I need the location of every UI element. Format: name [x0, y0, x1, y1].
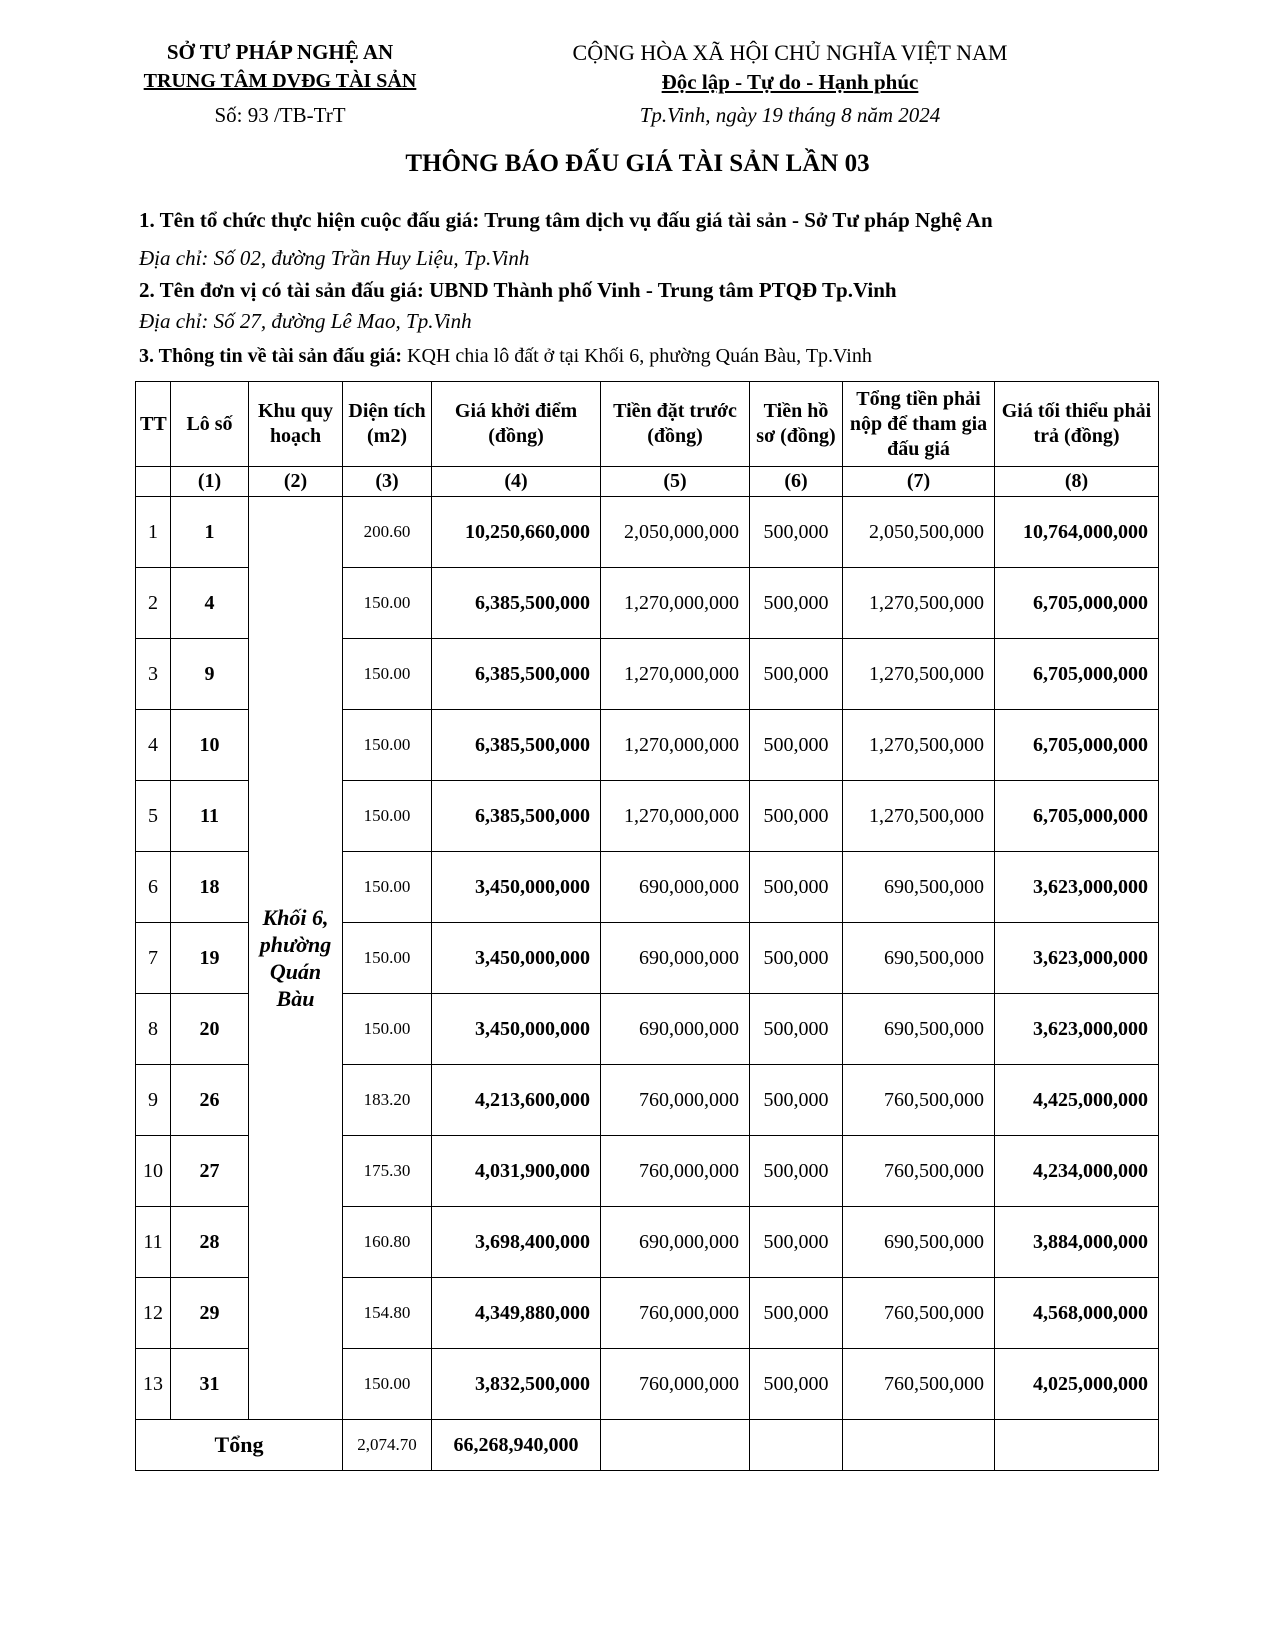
- cell-area: 160.80: [343, 1207, 432, 1278]
- cell-area: 150.00: [343, 994, 432, 1065]
- cell-tt: 2: [136, 568, 171, 639]
- cell-total-payment: 690,500,000: [843, 852, 995, 923]
- cell-lot: 31: [171, 1349, 249, 1420]
- cell-area: 150.00: [343, 710, 432, 781]
- header-min-price: Giá tối thiểu phải trả (đồng): [995, 382, 1159, 467]
- cell-deposit: 1,270,000,000: [601, 710, 750, 781]
- cell-total-payment: 690,500,000: [843, 994, 995, 1065]
- cell-deposit: 760,000,000: [601, 1349, 750, 1420]
- cell-total-payment: 1,270,500,000: [843, 781, 995, 852]
- cell-tt: 9: [136, 1065, 171, 1136]
- cell-tt: 12: [136, 1278, 171, 1349]
- cell-deposit: 1,270,000,000: [601, 568, 750, 639]
- section-2-owner: 2. Tên đơn vị có tài sản đấu giá: UBND Thành phố Vinh - Trung tâm PTQĐ Tp.Vinh: [139, 278, 897, 302]
- cell-min-price: 4,234,000,000: [995, 1136, 1159, 1207]
- header-total-payment: Tổng tiền phải nộp để tham gia đấu giá: [843, 382, 995, 467]
- cell-total-payment: 760,500,000: [843, 1349, 995, 1420]
- cell-area: 150.00: [343, 852, 432, 923]
- cell-fee: 500,000: [750, 1278, 843, 1349]
- cell-area: 150.00: [343, 568, 432, 639]
- cell-min-price: 6,705,000,000: [995, 710, 1159, 781]
- cell-lot: 28: [171, 1207, 249, 1278]
- cell-total-payment: 760,500,000: [843, 1065, 995, 1136]
- cell-lot: 19: [171, 923, 249, 994]
- cell-lot: 1: [171, 497, 249, 568]
- cell-fee: 500,000: [750, 852, 843, 923]
- cell-min-price: 6,705,000,000: [995, 639, 1159, 710]
- cell-tt: 1: [136, 497, 171, 568]
- empty-cell: [843, 1420, 995, 1471]
- cell-min-price: 6,705,000,000: [995, 781, 1159, 852]
- col-number: (7): [843, 467, 995, 497]
- cell-min-price: 3,623,000,000: [995, 994, 1159, 1065]
- cell-lot: 20: [171, 994, 249, 1065]
- cell-area: 150.00: [343, 639, 432, 710]
- cell-deposit: 1,270,000,000: [601, 781, 750, 852]
- cell-deposit: 760,000,000: [601, 1136, 750, 1207]
- cell-tt: 13: [136, 1349, 171, 1420]
- cell-tt: 7: [136, 923, 171, 994]
- cell-lot: 9: [171, 639, 249, 710]
- cell-fee: 500,000: [750, 1207, 843, 1278]
- cell-tt: 5: [136, 781, 171, 852]
- cell-min-price: 4,568,000,000: [995, 1278, 1159, 1349]
- cell-total-payment: 690,500,000: [843, 923, 995, 994]
- col-number: (8): [995, 467, 1159, 497]
- empty-cell: [750, 1420, 843, 1471]
- header-start-price: Giá khởi điểm (đồng): [432, 382, 601, 467]
- cell-deposit: 1,270,000,000: [601, 639, 750, 710]
- col-number: [136, 467, 171, 497]
- cell-start-price: 6,385,500,000: [432, 710, 601, 781]
- cell-deposit: 760,000,000: [601, 1278, 750, 1349]
- cell-lot: 26: [171, 1065, 249, 1136]
- org-unit: TRUNG TÂM DVĐG TÀI SẢN: [143, 70, 417, 92]
- cell-area: 183.20: [343, 1065, 432, 1136]
- cell-lot: 18: [171, 852, 249, 923]
- cell-min-price: 6,705,000,000: [995, 568, 1159, 639]
- total-row: [136, 1420, 1159, 1471]
- cell-min-price: 4,025,000,000: [995, 1349, 1159, 1420]
- cell-area: 150.00: [343, 923, 432, 994]
- cell-lot: 10: [171, 710, 249, 781]
- col-number: (2): [249, 467, 343, 497]
- cell-fee: 500,000: [750, 994, 843, 1065]
- header-area: Diện tích (m2): [343, 382, 432, 467]
- cell-start-price: 6,385,500,000: [432, 639, 601, 710]
- cell-lot: 4: [171, 568, 249, 639]
- national-motto: Độc lập - Tự do - Hạnh phúc: [661, 70, 919, 94]
- cell-total-payment: 760,500,000: [843, 1136, 995, 1207]
- cell-fee: 500,000: [750, 1349, 843, 1420]
- cell-deposit: 690,000,000: [601, 994, 750, 1065]
- page-title: THÔNG BÁO ĐẤU GIÁ TÀI SẢN LẦN 03: [405, 150, 870, 177]
- section-3-text: KQH chia lô đất ở tại Khối 6, phường Quán Bàu, Tp.Vinh: [402, 345, 872, 367]
- cell-start-price: 3,698,400,000: [432, 1207, 601, 1278]
- cell-min-price: 4,425,000,000: [995, 1065, 1159, 1136]
- table-row: [136, 497, 1159, 568]
- cell-area: 175.30: [343, 1136, 432, 1207]
- section-3-label: 3. Thông tin về tài sản đấu giá:: [139, 345, 403, 367]
- cell-total-payment: 1,270,500,000: [843, 710, 995, 781]
- cell-deposit: 690,000,000: [601, 1207, 750, 1278]
- cell-tt: 3: [136, 639, 171, 710]
- total-start-price: 66,268,940,000: [432, 1420, 601, 1471]
- empty-cell: [995, 1420, 1159, 1471]
- cell-fee: 500,000: [750, 781, 843, 852]
- cell-total-payment: 760,500,000: [843, 1278, 995, 1349]
- cell-start-price: 3,450,000,000: [432, 923, 601, 994]
- cell-area: 154.80: [343, 1278, 432, 1349]
- cell-total-payment: 1,270,500,000: [843, 639, 995, 710]
- cell-fee: 500,000: [750, 639, 843, 710]
- cell-deposit: 690,000,000: [601, 923, 750, 994]
- section-1-address: Địa chỉ: Số 02, đường Trần Huy Liệu, Tp.Vinh: [139, 246, 530, 270]
- cell-area: 200.60: [343, 497, 432, 568]
- header-lot: Lô số: [171, 382, 249, 467]
- cell-start-price: 4,031,900,000: [432, 1136, 601, 1207]
- cell-min-price: 3,623,000,000: [995, 852, 1159, 923]
- cell-lot: 27: [171, 1136, 249, 1207]
- header-zone: Khu quy hoạch: [249, 382, 343, 467]
- cell-fee: 500,000: [750, 1136, 843, 1207]
- org-name: SỞ TƯ PHÁP NGHỆ AN: [166, 40, 394, 64]
- cell-start-price: 6,385,500,000: [432, 568, 601, 639]
- cell-min-price: 10,764,000,000: [995, 497, 1159, 568]
- cell-lot: 11: [171, 781, 249, 852]
- cell-start-price: 3,450,000,000: [432, 852, 601, 923]
- auction-lot-table: [135, 381, 1159, 1471]
- cell-total-payment: 1,270,500,000: [843, 568, 995, 639]
- cell-fee: 500,000: [750, 1065, 843, 1136]
- section-1-organizer: 1. Tên tổ chức thực hiện cuộc đấu giá: Trung tâm dịch vụ đấu giá tài sản - Sở Tư pháp Nghệ An: [139, 208, 993, 232]
- cell-zone: Khối 6, phường Quán Bàu: [249, 497, 343, 1420]
- document-number: Số: 93 /TB-TrT: [214, 103, 346, 127]
- section-2-address: Địa chỉ: Số 27, đường Lê Mao, Tp.Vinh: [139, 309, 472, 333]
- header-tt: TT: [136, 382, 171, 467]
- cell-start-price: 6,385,500,000: [432, 781, 601, 852]
- cell-deposit: 2,050,000,000: [601, 497, 750, 568]
- section-3-asset-info: [139, 345, 872, 368]
- col-number: (4): [432, 467, 601, 497]
- cell-tt: 6: [136, 852, 171, 923]
- cell-start-price: 4,213,600,000: [432, 1065, 601, 1136]
- cell-min-price: 3,884,000,000: [995, 1207, 1159, 1278]
- cell-deposit: 760,000,000: [601, 1065, 750, 1136]
- cell-area: 150.00: [343, 781, 432, 852]
- header-deposit: Tiền đặt trước (đồng): [601, 382, 750, 467]
- header-fee: Tiền hồ sơ (đồng): [750, 382, 843, 467]
- cell-start-price: 3,450,000,000: [432, 994, 601, 1065]
- cell-total-payment: 2,050,500,000: [843, 497, 995, 568]
- cell-fee: 500,000: [750, 568, 843, 639]
- cell-tt: 10: [136, 1136, 171, 1207]
- col-number: (6): [750, 467, 843, 497]
- cell-start-price: 3,832,500,000: [432, 1349, 601, 1420]
- col-number: (5): [601, 467, 750, 497]
- cell-fee: 500,000: [750, 710, 843, 781]
- cell-start-price: 10,250,660,000: [432, 497, 601, 568]
- total-area: 2,074.70: [343, 1420, 432, 1471]
- total-label: Tổng: [136, 1420, 343, 1471]
- cell-fee: 500,000: [750, 497, 843, 568]
- cell-total-payment: 690,500,000: [843, 1207, 995, 1278]
- empty-cell: [601, 1420, 750, 1471]
- col-number: (1): [171, 467, 249, 497]
- cell-start-price: 4,349,880,000: [432, 1278, 601, 1349]
- cell-min-price: 3,623,000,000: [995, 923, 1159, 994]
- cell-lot: 29: [171, 1278, 249, 1349]
- cell-tt: 4: [136, 710, 171, 781]
- cell-tt: 11: [136, 1207, 171, 1278]
- cell-area: 150.00: [343, 1349, 432, 1420]
- cell-tt: 8: [136, 994, 171, 1065]
- cell-deposit: 690,000,000: [601, 852, 750, 923]
- cell-fee: 500,000: [750, 923, 843, 994]
- national-title: CỘNG HÒA XÃ HỘI CHỦ NGHĨA VIỆT NAM: [572, 40, 1008, 65]
- col-number: (3): [343, 467, 432, 497]
- document-date: Tp.Vinh, ngày 19 tháng 8 năm 2024: [639, 103, 941, 127]
